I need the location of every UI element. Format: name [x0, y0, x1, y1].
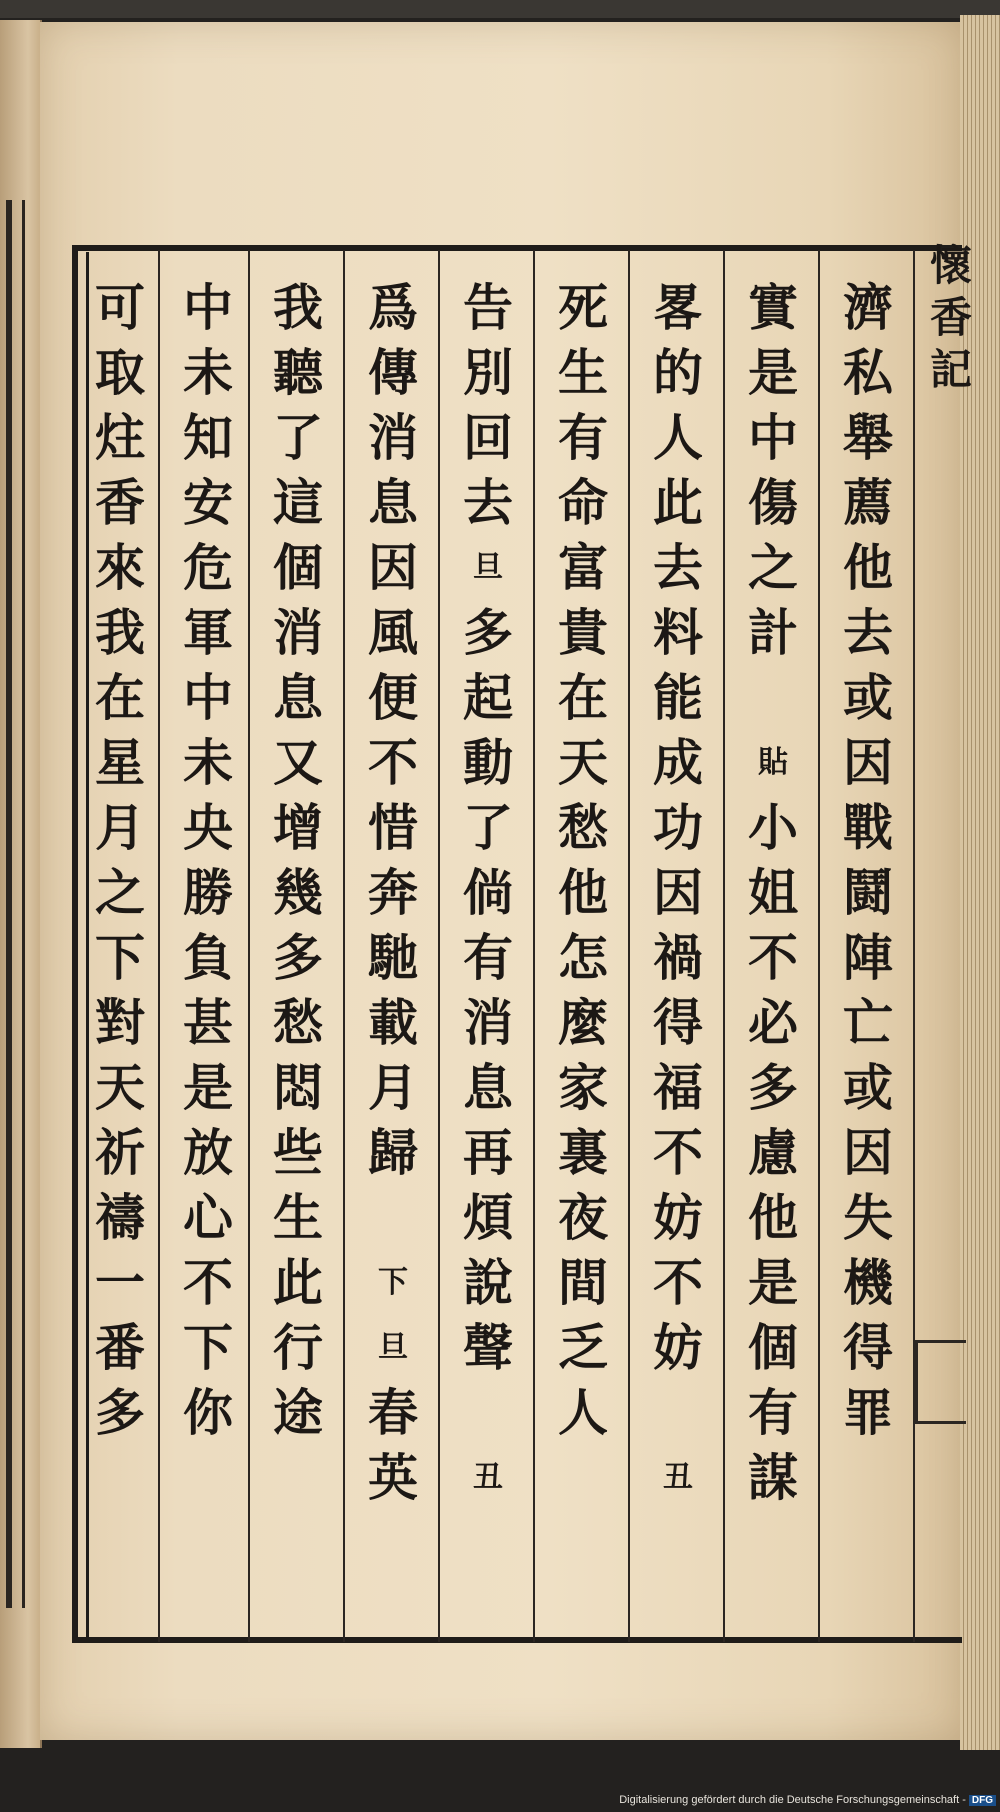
glyph: 姐: [748, 863, 798, 922]
glyph: 天: [558, 733, 608, 792]
stage-direction: 下: [378, 1265, 408, 1300]
glyph: 可: [95, 278, 145, 337]
role-marker: 丑: [663, 1460, 693, 1495]
glyph: 對: [95, 993, 145, 1052]
glyph: 愁: [558, 798, 608, 857]
glyph: 怎: [558, 928, 608, 987]
header-char: 記: [929, 345, 972, 394]
glyph: 春: [368, 1383, 418, 1442]
stage-direction: 貼: [758, 745, 788, 780]
glyph: 能: [653, 668, 703, 727]
text-column-1: [823, 275, 913, 1445]
glyph: 命: [558, 473, 608, 532]
glyph: 馳: [368, 928, 418, 987]
glyph: 料: [653, 603, 703, 662]
glyph: 些: [273, 1123, 323, 1182]
glyph: 中: [183, 278, 233, 337]
glyph: 英: [368, 1448, 418, 1507]
glyph: 他: [558, 863, 608, 922]
glyph: 我: [95, 603, 145, 662]
glyph: 因: [843, 1123, 893, 1182]
digitization-credit: [619, 1794, 996, 1806]
glyph: 此: [653, 473, 703, 532]
glyph: 貴: [558, 603, 608, 662]
glyph: 必: [748, 993, 798, 1052]
glyph: 甚: [183, 993, 233, 1052]
role-marker: 旦: [378, 1330, 408, 1365]
glyph: 息: [273, 668, 323, 727]
glyph: 戰: [843, 798, 893, 857]
glyph: 炷: [95, 408, 145, 467]
glyph: 因: [368, 538, 418, 597]
glyph: 功: [653, 798, 703, 857]
glyph: 妨: [653, 1318, 703, 1377]
glyph: 是: [183, 1058, 233, 1117]
glyph: 他: [843, 538, 893, 597]
glyph: 一: [95, 1253, 145, 1312]
column-divider: [818, 250, 820, 1642]
glyph: 在: [95, 668, 145, 727]
glyph: 陣: [843, 928, 893, 987]
glyph: 不: [653, 1253, 703, 1312]
glyph: 多: [95, 1383, 145, 1442]
glyph: 倘: [463, 863, 513, 922]
glyph: 香: [95, 473, 145, 532]
header-char: 懷: [929, 241, 972, 290]
glyph: 罪: [843, 1383, 893, 1442]
glyph: 幾: [273, 863, 323, 922]
glyph: 告: [463, 278, 513, 337]
glyph: 風: [368, 603, 418, 662]
glyph: 慮: [748, 1123, 798, 1182]
glyph: 畧: [653, 278, 703, 337]
glyph: 因: [843, 733, 893, 792]
glyph: 來: [95, 538, 145, 597]
glyph: 愁: [273, 993, 323, 1052]
glyph: 月: [368, 1058, 418, 1117]
glyph: 乏: [558, 1318, 608, 1377]
column-divider: [628, 250, 630, 1642]
glyph: 失: [843, 1188, 893, 1247]
glyph: 或: [843, 1058, 893, 1117]
text-column-5: [443, 275, 533, 1510]
glyph: 知: [183, 408, 233, 467]
glyph: 取: [95, 343, 145, 402]
glyph: 未: [183, 343, 233, 402]
glyph: 我: [273, 278, 323, 337]
glyph: 死: [558, 278, 608, 337]
glyph: 息: [368, 473, 418, 532]
glyph: 增: [273, 798, 323, 857]
glyph: 勝: [183, 863, 233, 922]
glyph: 是: [748, 1253, 798, 1312]
header-char: 香: [929, 293, 972, 342]
glyph: 月: [95, 798, 145, 857]
glyph: 消: [273, 603, 323, 662]
glyph: 私: [843, 343, 893, 402]
glyph: 不: [183, 1253, 233, 1312]
glyph: 富: [558, 538, 608, 597]
glyph: 傳: [368, 343, 418, 402]
role-marker: 旦: [473, 550, 503, 585]
glyph: 便: [368, 668, 418, 727]
glyph: 奔: [368, 863, 418, 922]
stage-direction: [458, 1380, 518, 1445]
glyph: 爲: [368, 278, 418, 337]
glyph: 歸: [368, 1123, 418, 1182]
glyph: 禍: [653, 928, 703, 987]
glyph: 放: [183, 1123, 233, 1182]
glyph: 消: [368, 408, 418, 467]
glyph: 心: [183, 1188, 233, 1247]
glyph: 了: [463, 798, 513, 857]
glyph: 得: [843, 1318, 893, 1377]
glyph: 之: [748, 538, 798, 597]
glyph: 因: [653, 863, 703, 922]
glyph: 有: [463, 928, 513, 987]
text-column-3: [633, 275, 723, 1510]
glyph: 去: [843, 603, 893, 662]
glyph: 生: [273, 1188, 323, 1247]
column-divider: [913, 250, 915, 1642]
glyph: 個: [273, 538, 323, 597]
left-page-frame-line: [22, 200, 25, 1608]
glyph: 安: [183, 473, 233, 532]
role-marker: 丑: [473, 1460, 503, 1495]
glyph: 之: [95, 863, 145, 922]
glyph: 麼: [558, 993, 608, 1052]
glyph: 聽: [273, 343, 323, 402]
dfg-logo: DFG: [969, 1795, 996, 1806]
glyph: 下: [95, 928, 145, 987]
stage-direction: [648, 1380, 708, 1445]
left-page-edge: [0, 20, 42, 1748]
scan-top-edge: [0, 0, 1000, 18]
glyph: 息: [463, 1058, 513, 1117]
glyph: 別: [463, 343, 513, 402]
column-divider: [723, 250, 725, 1642]
glyph: 或: [843, 668, 893, 727]
column-divider: [533, 250, 535, 1642]
glyph: 再: [463, 1123, 513, 1182]
glyph: 負: [183, 928, 233, 987]
glyph: 起: [463, 668, 513, 727]
glyph: 行: [273, 1318, 323, 1377]
glyph: 有: [748, 1383, 798, 1442]
glyph: 去: [653, 538, 703, 597]
glyph: 亡: [843, 993, 893, 1052]
glyph: 天: [95, 1058, 145, 1117]
glyph: 央: [183, 798, 233, 857]
glyph: 不: [653, 1123, 703, 1182]
glyph: 此: [273, 1253, 323, 1312]
glyph: 這: [273, 473, 323, 532]
glyph: 家: [558, 1058, 608, 1117]
glyph: 祈: [95, 1123, 145, 1182]
glyph: 煩: [463, 1188, 513, 1247]
text-column-8: [163, 275, 253, 1445]
glyph: 得: [653, 993, 703, 1052]
glyph: 去: [463, 473, 513, 532]
glyph: 禱: [95, 1188, 145, 1247]
glyph: 裏: [558, 1123, 608, 1182]
glyph: 有: [558, 408, 608, 467]
glyph: 途: [273, 1383, 323, 1442]
glyph: 未: [183, 733, 233, 792]
text-column-7: [253, 275, 343, 1445]
glyph: 他: [748, 1188, 798, 1247]
glyph: 成: [653, 733, 703, 792]
glyph: 鬪: [843, 863, 893, 922]
glyph: 福: [653, 1058, 703, 1117]
glyph: 悶: [273, 1058, 323, 1117]
text-column-9: [75, 275, 165, 1445]
header-box: [915, 1340, 966, 1424]
text-column-6: [348, 275, 438, 1510]
glyph: 消: [463, 993, 513, 1052]
glyph: 個: [748, 1318, 798, 1377]
glyph: 在: [558, 668, 608, 727]
stage-direction: [363, 1185, 423, 1250]
glyph: 又: [273, 733, 323, 792]
glyph: 妨: [653, 1188, 703, 1247]
glyph: 多: [463, 603, 513, 662]
column-divider: [438, 250, 440, 1642]
glyph: 說: [463, 1253, 513, 1312]
glyph: 不: [368, 733, 418, 792]
glyph: 你: [183, 1383, 233, 1442]
glyph: 回: [463, 408, 513, 467]
column-divider: [343, 250, 345, 1642]
glyph: 生: [558, 343, 608, 402]
glyph: 多: [748, 1058, 798, 1117]
glyph: 多: [273, 928, 323, 987]
glyph: 計: [748, 603, 798, 662]
glyph: 是: [748, 343, 798, 402]
glyph: 動: [463, 733, 513, 792]
glyph: 人: [653, 408, 703, 467]
glyph: 薦: [843, 473, 893, 532]
glyph: 下: [183, 1318, 233, 1377]
glyph: 間: [558, 1253, 608, 1312]
credit-text: Digitalisierung gefördert durch die Deutsche Forschungsgemeinschaft -: [619, 1794, 966, 1806]
glyph: 機: [843, 1253, 893, 1312]
glyph: 謀: [748, 1448, 798, 1507]
running-header: [928, 240, 974, 396]
glyph: 番: [95, 1318, 145, 1377]
glyph: 的: [653, 343, 703, 402]
glyph: 危: [183, 538, 233, 597]
glyph: 載: [368, 993, 418, 1052]
glyph: 惜: [368, 798, 418, 857]
text-column-4: [538, 275, 628, 1445]
glyph: 聲: [463, 1318, 513, 1377]
text-column-2: [728, 275, 818, 1510]
glyph: 濟: [843, 278, 893, 337]
left-page-frame-line: [6, 200, 12, 1608]
glyph: 中: [183, 668, 233, 727]
glyph: 夜: [558, 1188, 608, 1247]
glyph: 人: [558, 1383, 608, 1442]
glyph: 傷: [748, 473, 798, 532]
glyph: 舉: [843, 408, 893, 467]
stage-direction: [743, 665, 803, 730]
glyph: 小: [748, 798, 798, 857]
glyph: 中: [748, 408, 798, 467]
glyph: 了: [273, 408, 323, 467]
glyph: 不: [748, 928, 798, 987]
glyph: 軍: [183, 603, 233, 662]
glyph: 實: [748, 278, 798, 337]
glyph: 星: [95, 733, 145, 792]
